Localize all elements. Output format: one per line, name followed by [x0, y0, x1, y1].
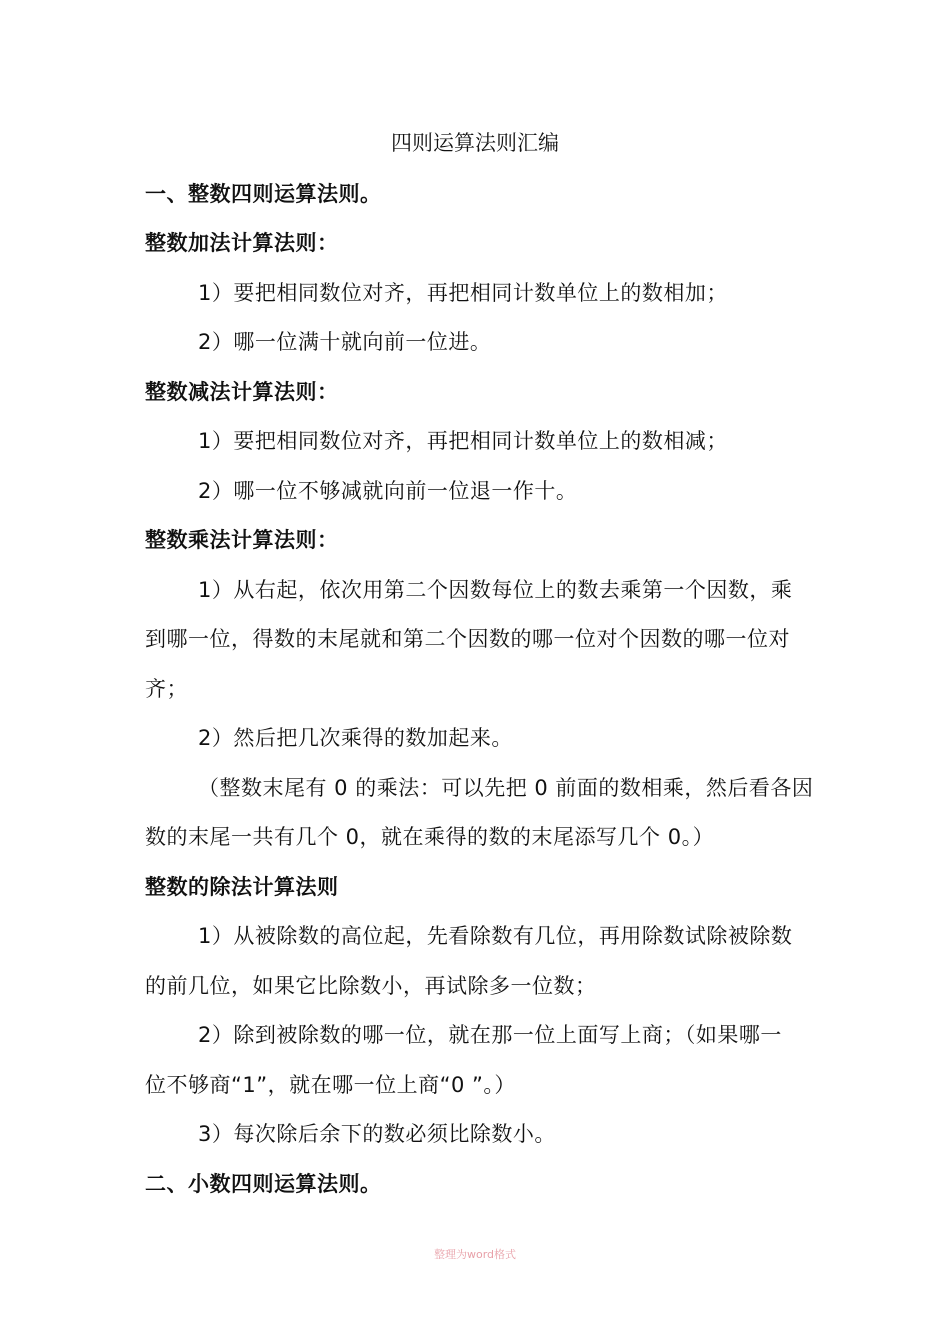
paragraph-line: 2）哪一位不够减就向前一位退一作十。: [198, 479, 578, 503]
paragraph-line: 位不够商“1”，就在哪一位上商“0 ”。）: [145, 1073, 516, 1097]
paragraph-line: （整数末尾有 0 的乘法：可以先把 0 前面的数相乘，然后看各因: [198, 776, 814, 800]
paragraph-line: 2）然后把几次乘得的数加起来。: [198, 726, 513, 750]
subheading-integer-addition: 整数加法计算法则：: [145, 231, 339, 255]
paragraph-line: 到哪一位，得数的末尾就和第二个因数的哪一位对个因数的哪一位对: [145, 627, 790, 651]
paragraph-line: 2）除到被除数的哪一位，就在那一位上面写上商；（如果哪一: [198, 1023, 782, 1047]
paragraph-line: 的前几位，如果它比除数小，再试除多一位数；: [145, 974, 597, 998]
paragraph-line: 1）要把相同数位对齐，再把相同计数单位上的数相减；: [198, 429, 728, 453]
document-title: 四则运算法则汇编: [391, 131, 559, 155]
section-heading-integer-rules: 一、整数四则运算法则。: [145, 182, 382, 206]
subheading-integer-subtraction: 整数减法计算法则：: [145, 380, 339, 404]
footer-watermark-text: 整理为word格式: [433, 1248, 517, 1261]
paragraph-line: 数的末尾一共有几个 0，就在乘得的数的末尾添写几个 0。）: [145, 825, 715, 849]
paragraph-line: 2）哪一位满十就向前一位进。: [198, 330, 492, 354]
paragraph-line: 1）要把相同数位对齐，再把相同计数单位上的数相加；: [198, 281, 728, 305]
section-heading-decimal-rules: 二、小数四则运算法则。: [145, 1172, 382, 1196]
subheading-integer-division: 整数的除法计算法则: [145, 875, 339, 899]
subheading-integer-multiplication: 整数乘法计算法则：: [145, 528, 339, 552]
paragraph-line: 1）从被除数的高位起，先看除数有几位，再用除数试除被除数: [198, 924, 793, 948]
paragraph-line: 3）每次除后余下的数必须比除数小。: [198, 1122, 556, 1146]
paragraph-line: 齐；: [145, 677, 188, 701]
paragraph-line: 1）从右起，依次用第二个因数每位上的数去乘第一个因数，乘: [198, 578, 793, 602]
